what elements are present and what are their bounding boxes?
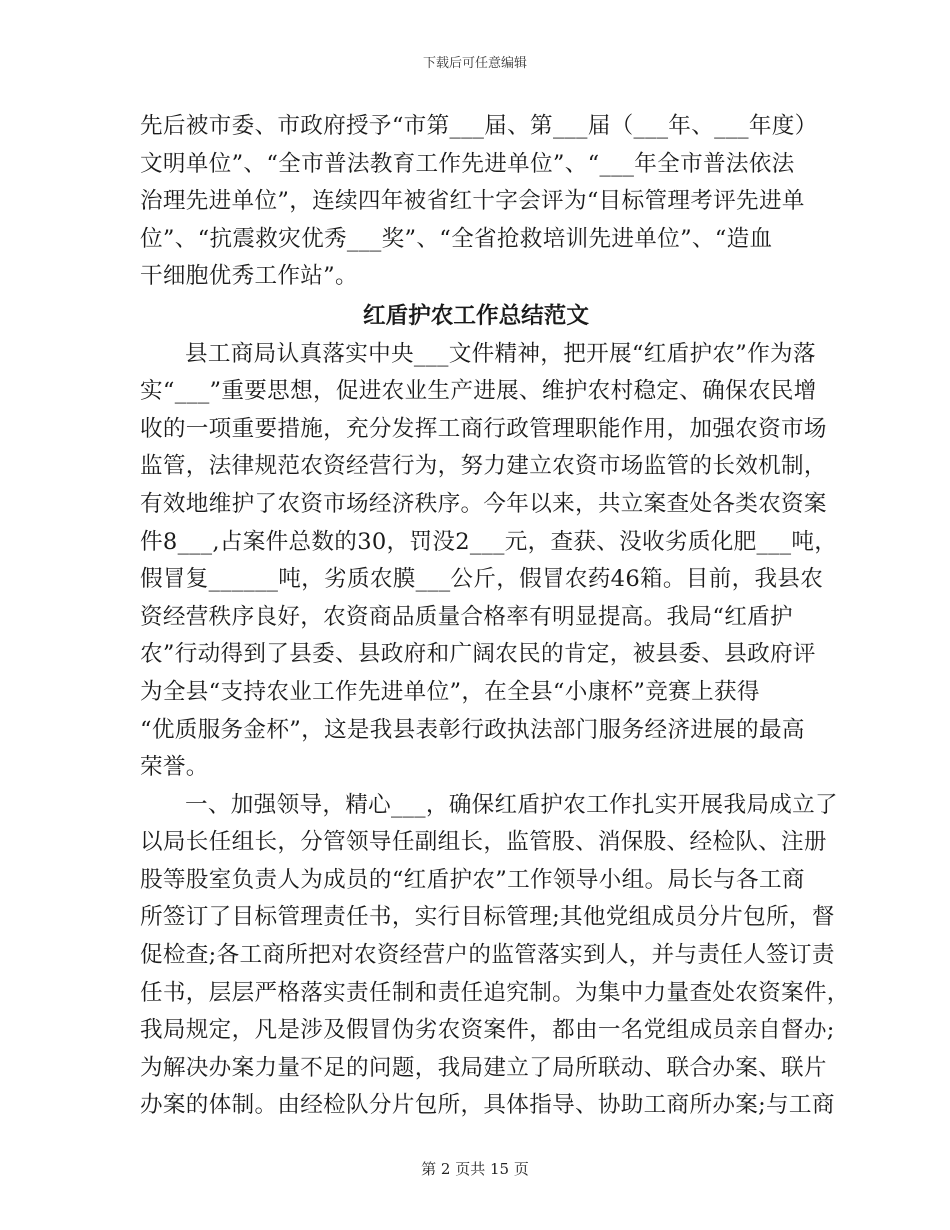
para1-line-3: 收的一项重要措施，充分发挥工商行政管理职能作用，加强农资市场 xyxy=(140,415,827,442)
para2-line-9: 办案的体制。由经检队分片包所，具体指导、协助工商所办案;与工商 xyxy=(140,1092,835,1119)
para2-line-3: 股等股室负责人为成员的“红盾护农”工作领导小组。局长与各工商 xyxy=(140,866,805,893)
intro-line-5: 干细胞优秀工作站”。 xyxy=(140,263,358,290)
page-header-note: 下载后可任意编辑 xyxy=(422,56,527,71)
intro-line-4: 位”、“抗震救灾优秀___奖”、“全省抢救培训先进单位”、“造血 xyxy=(140,225,773,252)
para2-line-5: 促检查;各工商所把对农资经营户的监管落实到人，并与责任人签订责 xyxy=(140,942,835,969)
para1-line-8: 资经营秩序良好，农资商品质量合格率有明显提高。我局“红盾护 xyxy=(140,603,793,630)
para2-line-8: 为解决办案力量不足的问题，我局建立了局所联动、联合办案、联片 xyxy=(140,1054,827,1081)
para1-line-5: 有效地维护了农资市场经济秩序。今年以来，共立案查处各类农资案 xyxy=(140,490,827,517)
para2-line-6: 任书，层层严格落实责任制和责任追究制。为集中力量查处农资案件， xyxy=(140,979,850,1006)
document-body xyxy=(140,108,850,1125)
page-footer-number: 第 2 页共 15 页 xyxy=(421,1160,529,1178)
intro-line-1: 先后被市委、市政府授予“市第___届、第___届（___年、___年度） xyxy=(140,113,818,139)
document-title: 红盾护农工作总结范文 xyxy=(363,302,589,329)
paragraph-2 xyxy=(140,787,850,1125)
para1-line-6: 件8___,占案件总数的30，罚没2___元，查获、没收劣质化肥___吨， xyxy=(140,528,838,555)
para2-line-7: 我局规定，凡是涉及假冒伪劣农资案件，都由一名党组成员亲自督办; xyxy=(140,1017,835,1044)
para1-line-12: 荣誉。 xyxy=(140,754,209,781)
para2-line-1: 一、加强领导，精心___，确保红盾护农工作扎实开展我局成立了 xyxy=(185,791,838,818)
para1-line-1: 县工商局认真落实中央___文件精神，把开展“红盾护农”作为落 xyxy=(185,340,816,367)
para1-line-2: 实“___”重要思想，促进农业生产进展、维护农村稳定、确保农民增 xyxy=(140,378,817,405)
para2-line-2: 以局长任组长，分管领导任副组长，监管股、消保股、经检队、注册 xyxy=(140,829,827,856)
para2-line-4: 所签订了目标管理责任书，实行目标管理;其他党组成员分片包所，督 xyxy=(140,904,835,931)
intro-paragraph xyxy=(140,108,818,296)
intro-line-2: 文明单位”、“全市普法教育工作先进单位”、“___年全市普法依法 xyxy=(140,150,795,177)
para1-line-7: 假冒复______吨，劣质农膜___公斤，假冒农药46箱。目前，我县农 xyxy=(140,566,824,593)
para1-line-9: 农”行动得到了县委、县政府和广阔农民的肯定，被县委、县政府评 xyxy=(140,641,816,668)
paragraph-1 xyxy=(140,336,838,787)
para1-line-4: 监管，法律规范农资经营行为，努力建立农资市场监管的长效机制， xyxy=(140,453,827,480)
para1-line-10: 为全县“支持农业工作先进单位”，在全县“小康杯”竞赛上获得 xyxy=(140,678,760,705)
intro-line-3: 治理先进单位”，连续四年被省红十字会评为“目标管理考评先进单 xyxy=(140,188,805,215)
para1-line-11: “优质服务金杯”，这是我县表彰行政执法部门服务经济进展的最高 xyxy=(140,716,805,743)
